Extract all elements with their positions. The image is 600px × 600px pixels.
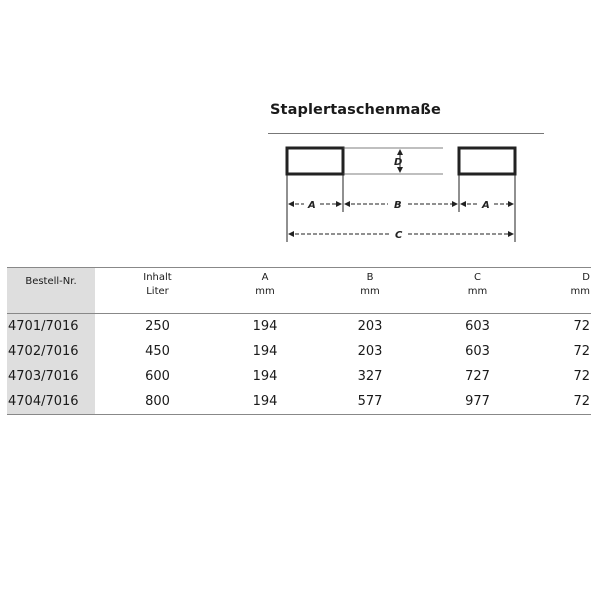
- cell-a: 194: [220, 389, 310, 415]
- fork-pocket-diagram: [270, 138, 550, 248]
- table-row: [7, 339, 591, 364]
- right-fork-pocket: [459, 148, 515, 174]
- table-row: [7, 364, 591, 389]
- header-b: B mm: [310, 268, 430, 314]
- dimension-row-aba: [289, 200, 513, 211]
- cell-b: 327: [357, 369, 383, 384]
- header-bestell-nr: Bestell-Nr.: [7, 268, 95, 314]
- dimension-c: [289, 230, 513, 241]
- header-c: C mm: [430, 268, 525, 314]
- dimension-c-label: C: [395, 230, 403, 241]
- dimension-d-label: D: [394, 157, 403, 168]
- cell-a: 194: [252, 369, 278, 384]
- dimensions-table: [7, 267, 591, 415]
- section-title: Staplertaschenmaße: [270, 102, 441, 118]
- cell-d: 72: [573, 344, 590, 359]
- cell-b: 577: [310, 389, 430, 415]
- cell-c: 603: [465, 319, 490, 334]
- cell-c: 727: [465, 369, 490, 384]
- table-row: [7, 314, 591, 340]
- cell-d: 72: [573, 369, 590, 384]
- cell-c: 603: [465, 344, 490, 359]
- title-divider: [268, 133, 544, 134]
- header-inhalt: Inhalt Liter: [95, 268, 220, 314]
- cell-inhalt: 600: [145, 369, 170, 384]
- cell-bestell-nr: 4701/7016: [7, 314, 95, 340]
- table-header-row: [7, 268, 591, 314]
- dimension-a-right-label: A: [482, 200, 490, 211]
- cell-d: 72: [573, 319, 590, 334]
- cell-d: 72: [525, 389, 591, 415]
- dimension-a-left-label: A: [308, 200, 316, 211]
- cell-b: 203: [357, 319, 383, 334]
- cell-bestell-nr: 4703/7016: [7, 364, 95, 389]
- cell-b: 203: [357, 344, 383, 359]
- dimension-d: [343, 148, 443, 174]
- left-fork-pocket: [287, 148, 343, 174]
- cell-c: 977: [430, 389, 525, 415]
- cell-bestell-nr: 4702/7016: [7, 339, 95, 364]
- cell-a: 194: [252, 319, 278, 334]
- cell-inhalt: 800: [95, 389, 220, 415]
- dimension-b-label: B: [394, 200, 402, 211]
- cell-inhalt: 450: [145, 344, 170, 359]
- header-d: D mm: [525, 268, 591, 314]
- cell-a: 194: [252, 344, 278, 359]
- header-a: A mm: [220, 268, 310, 314]
- cell-inhalt: 250: [145, 319, 170, 334]
- table-row: [7, 389, 591, 415]
- cell-bestell-nr: 4704/7016: [7, 389, 95, 415]
